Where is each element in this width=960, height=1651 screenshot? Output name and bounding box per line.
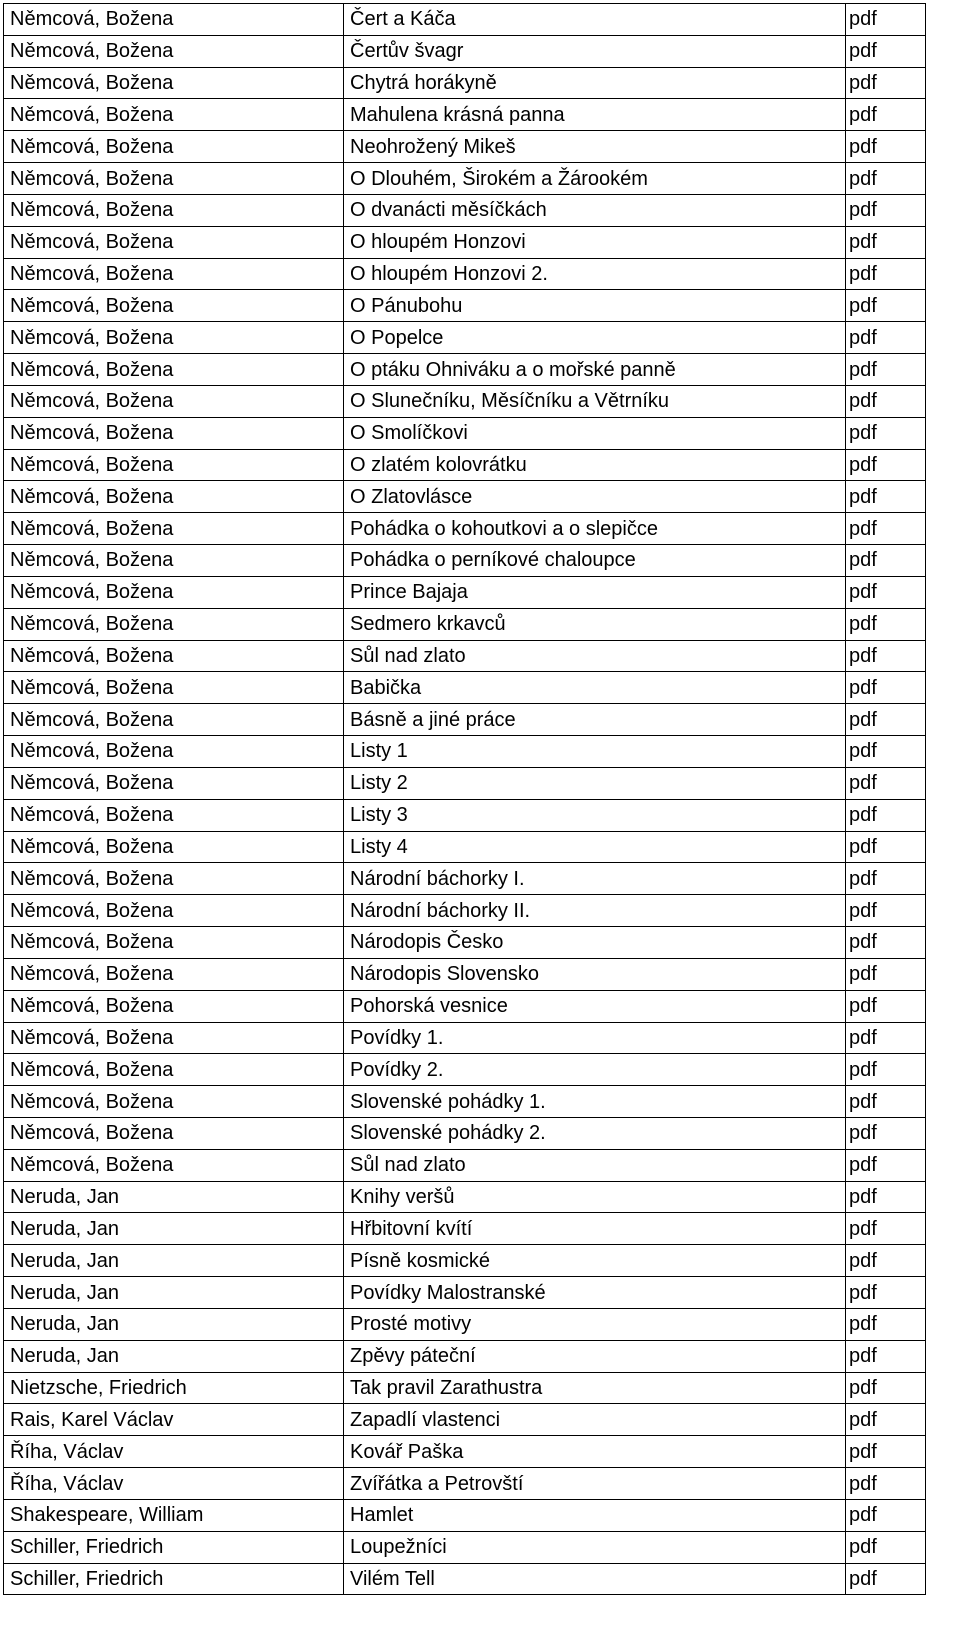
- title-cell: Knihy veršů: [344, 1181, 846, 1213]
- format-link[interactable]: pdf: [846, 1245, 926, 1277]
- title-cell: Zpěvy páteční: [344, 1340, 846, 1372]
- title-cell: Čert a Káča: [344, 4, 846, 36]
- title-cell: O Zlatovlásce: [344, 481, 846, 513]
- author-cell: Němcová, Božena: [4, 608, 344, 640]
- title-cell: Písně kosmické: [344, 1245, 846, 1277]
- table-row: [4, 1308, 926, 1340]
- author-cell: Němcová, Božena: [4, 736, 344, 768]
- author-cell: Němcová, Božena: [4, 990, 344, 1022]
- format-link[interactable]: pdf: [846, 1404, 926, 1436]
- table-row: [4, 1372, 926, 1404]
- author-cell: Říha, Václav: [4, 1436, 344, 1468]
- title-cell: Vilém Tell: [344, 1563, 846, 1595]
- title-cell: Neohrožený Mikeš: [344, 131, 846, 163]
- table-row: [4, 1213, 926, 1245]
- title-cell: Povídky 1.: [344, 1022, 846, 1054]
- table-row: [4, 831, 926, 863]
- author-cell: Němcová, Božena: [4, 513, 344, 545]
- table-row: [4, 290, 926, 322]
- author-cell: Němcová, Božena: [4, 863, 344, 895]
- format-link[interactable]: pdf: [846, 1531, 926, 1563]
- table-row: [4, 194, 926, 226]
- author-cell: Neruda, Jan: [4, 1308, 344, 1340]
- title-cell: Listy 2: [344, 767, 846, 799]
- table-row: [4, 608, 926, 640]
- title-cell: Slovenské pohádky 2.: [344, 1117, 846, 1149]
- author-cell: Němcová, Božena: [4, 163, 344, 195]
- format-link[interactable]: pdf: [846, 704, 926, 736]
- table-row: [4, 258, 926, 290]
- title-cell: Zvířátka a Petrovští: [344, 1468, 846, 1500]
- format-link[interactable]: pdf: [846, 990, 926, 1022]
- author-cell: Němcová, Božena: [4, 4, 344, 36]
- catalog-body: [4, 4, 926, 1595]
- format-link[interactable]: pdf: [846, 736, 926, 768]
- table-row: [4, 481, 926, 513]
- title-cell: O Popelce: [344, 322, 846, 354]
- format-link[interactable]: pdf: [846, 99, 926, 131]
- title-cell: Pohádka o kohoutkovi a o slepičce: [344, 513, 846, 545]
- format-link[interactable]: pdf: [846, 131, 926, 163]
- author-cell: Němcová, Božena: [4, 1086, 344, 1118]
- table-row: [4, 672, 926, 704]
- format-link[interactable]: pdf: [846, 545, 926, 577]
- author-cell: Němcová, Božena: [4, 226, 344, 258]
- format-link[interactable]: pdf: [846, 608, 926, 640]
- table-row: [4, 1245, 926, 1277]
- format-link[interactable]: pdf: [846, 354, 926, 386]
- title-cell: Povídky 2.: [344, 1054, 846, 1086]
- table-row: [4, 35, 926, 67]
- author-cell: Neruda, Jan: [4, 1340, 344, 1372]
- table-row: [4, 67, 926, 99]
- table-row: [4, 385, 926, 417]
- format-link[interactable]: pdf: [846, 1149, 926, 1181]
- title-cell: Národní báchorky I.: [344, 863, 846, 895]
- title-cell: Tak pravil Zarathustra: [344, 1372, 846, 1404]
- table-row: [4, 895, 926, 927]
- table-row: [4, 1436, 926, 1468]
- book-catalog-table: [3, 3, 926, 1595]
- format-link[interactable]: pdf: [846, 1563, 926, 1595]
- format-link[interactable]: pdf: [846, 4, 926, 36]
- author-cell: Němcová, Božena: [4, 290, 344, 322]
- format-link[interactable]: pdf: [846, 513, 926, 545]
- title-cell: Národopis Česko: [344, 927, 846, 959]
- format-link[interactable]: pdf: [846, 449, 926, 481]
- format-link[interactable]: pdf: [846, 226, 926, 258]
- table-row: [4, 863, 926, 895]
- title-cell: O Smolíčkovi: [344, 417, 846, 449]
- author-cell: Němcová, Božena: [4, 958, 344, 990]
- format-link[interactable]: pdf: [846, 927, 926, 959]
- title-cell: Loupežníci: [344, 1531, 846, 1563]
- author-cell: Nietzsche, Friedrich: [4, 1372, 344, 1404]
- title-cell: Povídky Malostranské: [344, 1277, 846, 1309]
- author-cell: Schiller, Friedrich: [4, 1563, 344, 1595]
- table-row: [4, 1181, 926, 1213]
- table-row: [4, 576, 926, 608]
- format-link[interactable]: pdf: [846, 1086, 926, 1118]
- format-link[interactable]: pdf: [846, 1468, 926, 1500]
- table-row: [4, 1499, 926, 1531]
- title-cell: Hřbitovní kvítí: [344, 1213, 846, 1245]
- author-cell: Němcová, Božena: [4, 767, 344, 799]
- author-cell: Říha, Václav: [4, 1468, 344, 1500]
- format-link[interactable]: pdf: [846, 67, 926, 99]
- format-link[interactable]: pdf: [846, 799, 926, 831]
- table-row: [4, 736, 926, 768]
- author-cell: Němcová, Božena: [4, 576, 344, 608]
- author-cell: Němcová, Božena: [4, 672, 344, 704]
- format-link[interactable]: pdf: [846, 767, 926, 799]
- format-link[interactable]: pdf: [846, 1117, 926, 1149]
- format-link[interactable]: pdf: [846, 1499, 926, 1531]
- format-link[interactable]: pdf: [846, 35, 926, 67]
- format-link[interactable]: pdf: [846, 958, 926, 990]
- table-row: [4, 767, 926, 799]
- title-cell: Sůl nad zlato: [344, 1149, 846, 1181]
- format-link[interactable]: pdf: [846, 385, 926, 417]
- format-link[interactable]: pdf: [846, 1372, 926, 1404]
- table-row: [4, 927, 926, 959]
- title-cell: Sedmero krkavců: [344, 608, 846, 640]
- format-link[interactable]: pdf: [846, 481, 926, 513]
- author-cell: Neruda, Jan: [4, 1181, 344, 1213]
- title-cell: Chytrá horákyně: [344, 67, 846, 99]
- author-cell: Němcová, Božena: [4, 1054, 344, 1086]
- title-cell: O Pánubohu: [344, 290, 846, 322]
- title-cell: Slovenské pohádky 1.: [344, 1086, 846, 1118]
- format-link[interactable]: pdf: [846, 194, 926, 226]
- title-cell: O Slunečníku, Měsíčníku a Větrníku: [344, 385, 846, 417]
- author-cell: Němcová, Božena: [4, 1117, 344, 1149]
- table-row: [4, 640, 926, 672]
- table-row: [4, 1054, 926, 1086]
- table-row: [4, 226, 926, 258]
- format-link[interactable]: pdf: [846, 1054, 926, 1086]
- format-link[interactable]: pdf: [846, 1436, 926, 1468]
- author-cell: Rais, Karel Václav: [4, 1404, 344, 1436]
- table-row: [4, 704, 926, 736]
- title-cell: Prince Bajaja: [344, 576, 846, 608]
- title-cell: Čertův švagr: [344, 35, 846, 67]
- title-cell: Listy 3: [344, 799, 846, 831]
- table-row: [4, 1404, 926, 1436]
- author-cell: Němcová, Božena: [4, 99, 344, 131]
- title-cell: Pohorská vesnice: [344, 990, 846, 1022]
- author-cell: Neruda, Jan: [4, 1277, 344, 1309]
- table-row: [4, 163, 926, 195]
- format-link[interactable]: pdf: [846, 576, 926, 608]
- title-cell: Listy 4: [344, 831, 846, 863]
- table-row: [4, 1468, 926, 1500]
- title-cell: Prosté motivy: [344, 1308, 846, 1340]
- author-cell: Němcová, Božena: [4, 67, 344, 99]
- author-cell: Neruda, Jan: [4, 1213, 344, 1245]
- author-cell: Němcová, Božena: [4, 35, 344, 67]
- format-link[interactable]: pdf: [846, 1181, 926, 1213]
- author-cell: Němcová, Božena: [4, 354, 344, 386]
- title-cell: Hamlet: [344, 1499, 846, 1531]
- format-link[interactable]: pdf: [846, 290, 926, 322]
- author-cell: Němcová, Božena: [4, 545, 344, 577]
- format-link[interactable]: pdf: [846, 831, 926, 863]
- table-row: [4, 990, 926, 1022]
- title-cell: O hloupém Honzovi 2.: [344, 258, 846, 290]
- author-cell: Němcová, Božena: [4, 927, 344, 959]
- format-link[interactable]: pdf: [846, 1340, 926, 1372]
- table-row: [4, 354, 926, 386]
- format-link[interactable]: pdf: [846, 417, 926, 449]
- title-cell: Sůl nad zlato: [344, 640, 846, 672]
- author-cell: Němcová, Božena: [4, 704, 344, 736]
- table-row: [4, 99, 926, 131]
- format-link[interactable]: pdf: [846, 1308, 926, 1340]
- format-link[interactable]: pdf: [846, 1213, 926, 1245]
- title-cell: Listy 1: [344, 736, 846, 768]
- table-row: [4, 449, 926, 481]
- format-link[interactable]: pdf: [846, 1277, 926, 1309]
- title-cell: O ptáku Ohniváku a o mořské panně: [344, 354, 846, 386]
- table-row: [4, 1022, 926, 1054]
- author-cell: Němcová, Božena: [4, 895, 344, 927]
- author-cell: Němcová, Božena: [4, 449, 344, 481]
- author-cell: Němcová, Božena: [4, 831, 344, 863]
- title-cell: O dvanácti měsíčkách: [344, 194, 846, 226]
- table-row: [4, 4, 926, 36]
- table-row: [4, 1340, 926, 1372]
- table-row: [4, 1117, 926, 1149]
- author-cell: Němcová, Božena: [4, 322, 344, 354]
- format-link[interactable]: pdf: [846, 163, 926, 195]
- table-row: [4, 799, 926, 831]
- table-row: [4, 322, 926, 354]
- title-cell: Pohádka o perníkové chaloupce: [344, 545, 846, 577]
- title-cell: O Dlouhém, Širokém a Žárookém: [344, 163, 846, 195]
- author-cell: Němcová, Božena: [4, 194, 344, 226]
- table-row: [4, 1563, 926, 1595]
- title-cell: O hloupém Honzovi: [344, 226, 846, 258]
- author-cell: Němcová, Božena: [4, 799, 344, 831]
- table-row: [4, 131, 926, 163]
- table-row: [4, 417, 926, 449]
- author-cell: Němcová, Božena: [4, 640, 344, 672]
- format-link[interactable]: pdf: [846, 640, 926, 672]
- format-link[interactable]: pdf: [846, 895, 926, 927]
- author-cell: Schiller, Friedrich: [4, 1531, 344, 1563]
- author-cell: Němcová, Božena: [4, 417, 344, 449]
- author-cell: Němcová, Božena: [4, 131, 344, 163]
- table-row: [4, 958, 926, 990]
- table-row: [4, 1086, 926, 1118]
- author-cell: Němcová, Božena: [4, 1149, 344, 1181]
- format-link[interactable]: pdf: [846, 322, 926, 354]
- title-cell: Národopis Slovensko: [344, 958, 846, 990]
- title-cell: Kovář Paška: [344, 1436, 846, 1468]
- format-link[interactable]: pdf: [846, 1022, 926, 1054]
- title-cell: Básně a jiné práce: [344, 704, 846, 736]
- author-cell: Němcová, Božena: [4, 385, 344, 417]
- format-link[interactable]: pdf: [846, 863, 926, 895]
- author-cell: Neruda, Jan: [4, 1245, 344, 1277]
- author-cell: Němcová, Božena: [4, 1022, 344, 1054]
- format-link[interactable]: pdf: [846, 672, 926, 704]
- title-cell: Zapadlí vlastenci: [344, 1404, 846, 1436]
- title-cell: Babička: [344, 672, 846, 704]
- title-cell: Národní báchorky II.: [344, 895, 846, 927]
- table-row: [4, 1277, 926, 1309]
- table-row: [4, 1149, 926, 1181]
- table-row: [4, 1531, 926, 1563]
- author-cell: Němcová, Božena: [4, 258, 344, 290]
- format-link[interactable]: pdf: [846, 258, 926, 290]
- table-row: [4, 513, 926, 545]
- table-row: [4, 545, 926, 577]
- title-cell: O zlatém kolovrátku: [344, 449, 846, 481]
- author-cell: Shakespeare, William: [4, 1499, 344, 1531]
- title-cell: Mahulena krásná panna: [344, 99, 846, 131]
- author-cell: Němcová, Božena: [4, 481, 344, 513]
